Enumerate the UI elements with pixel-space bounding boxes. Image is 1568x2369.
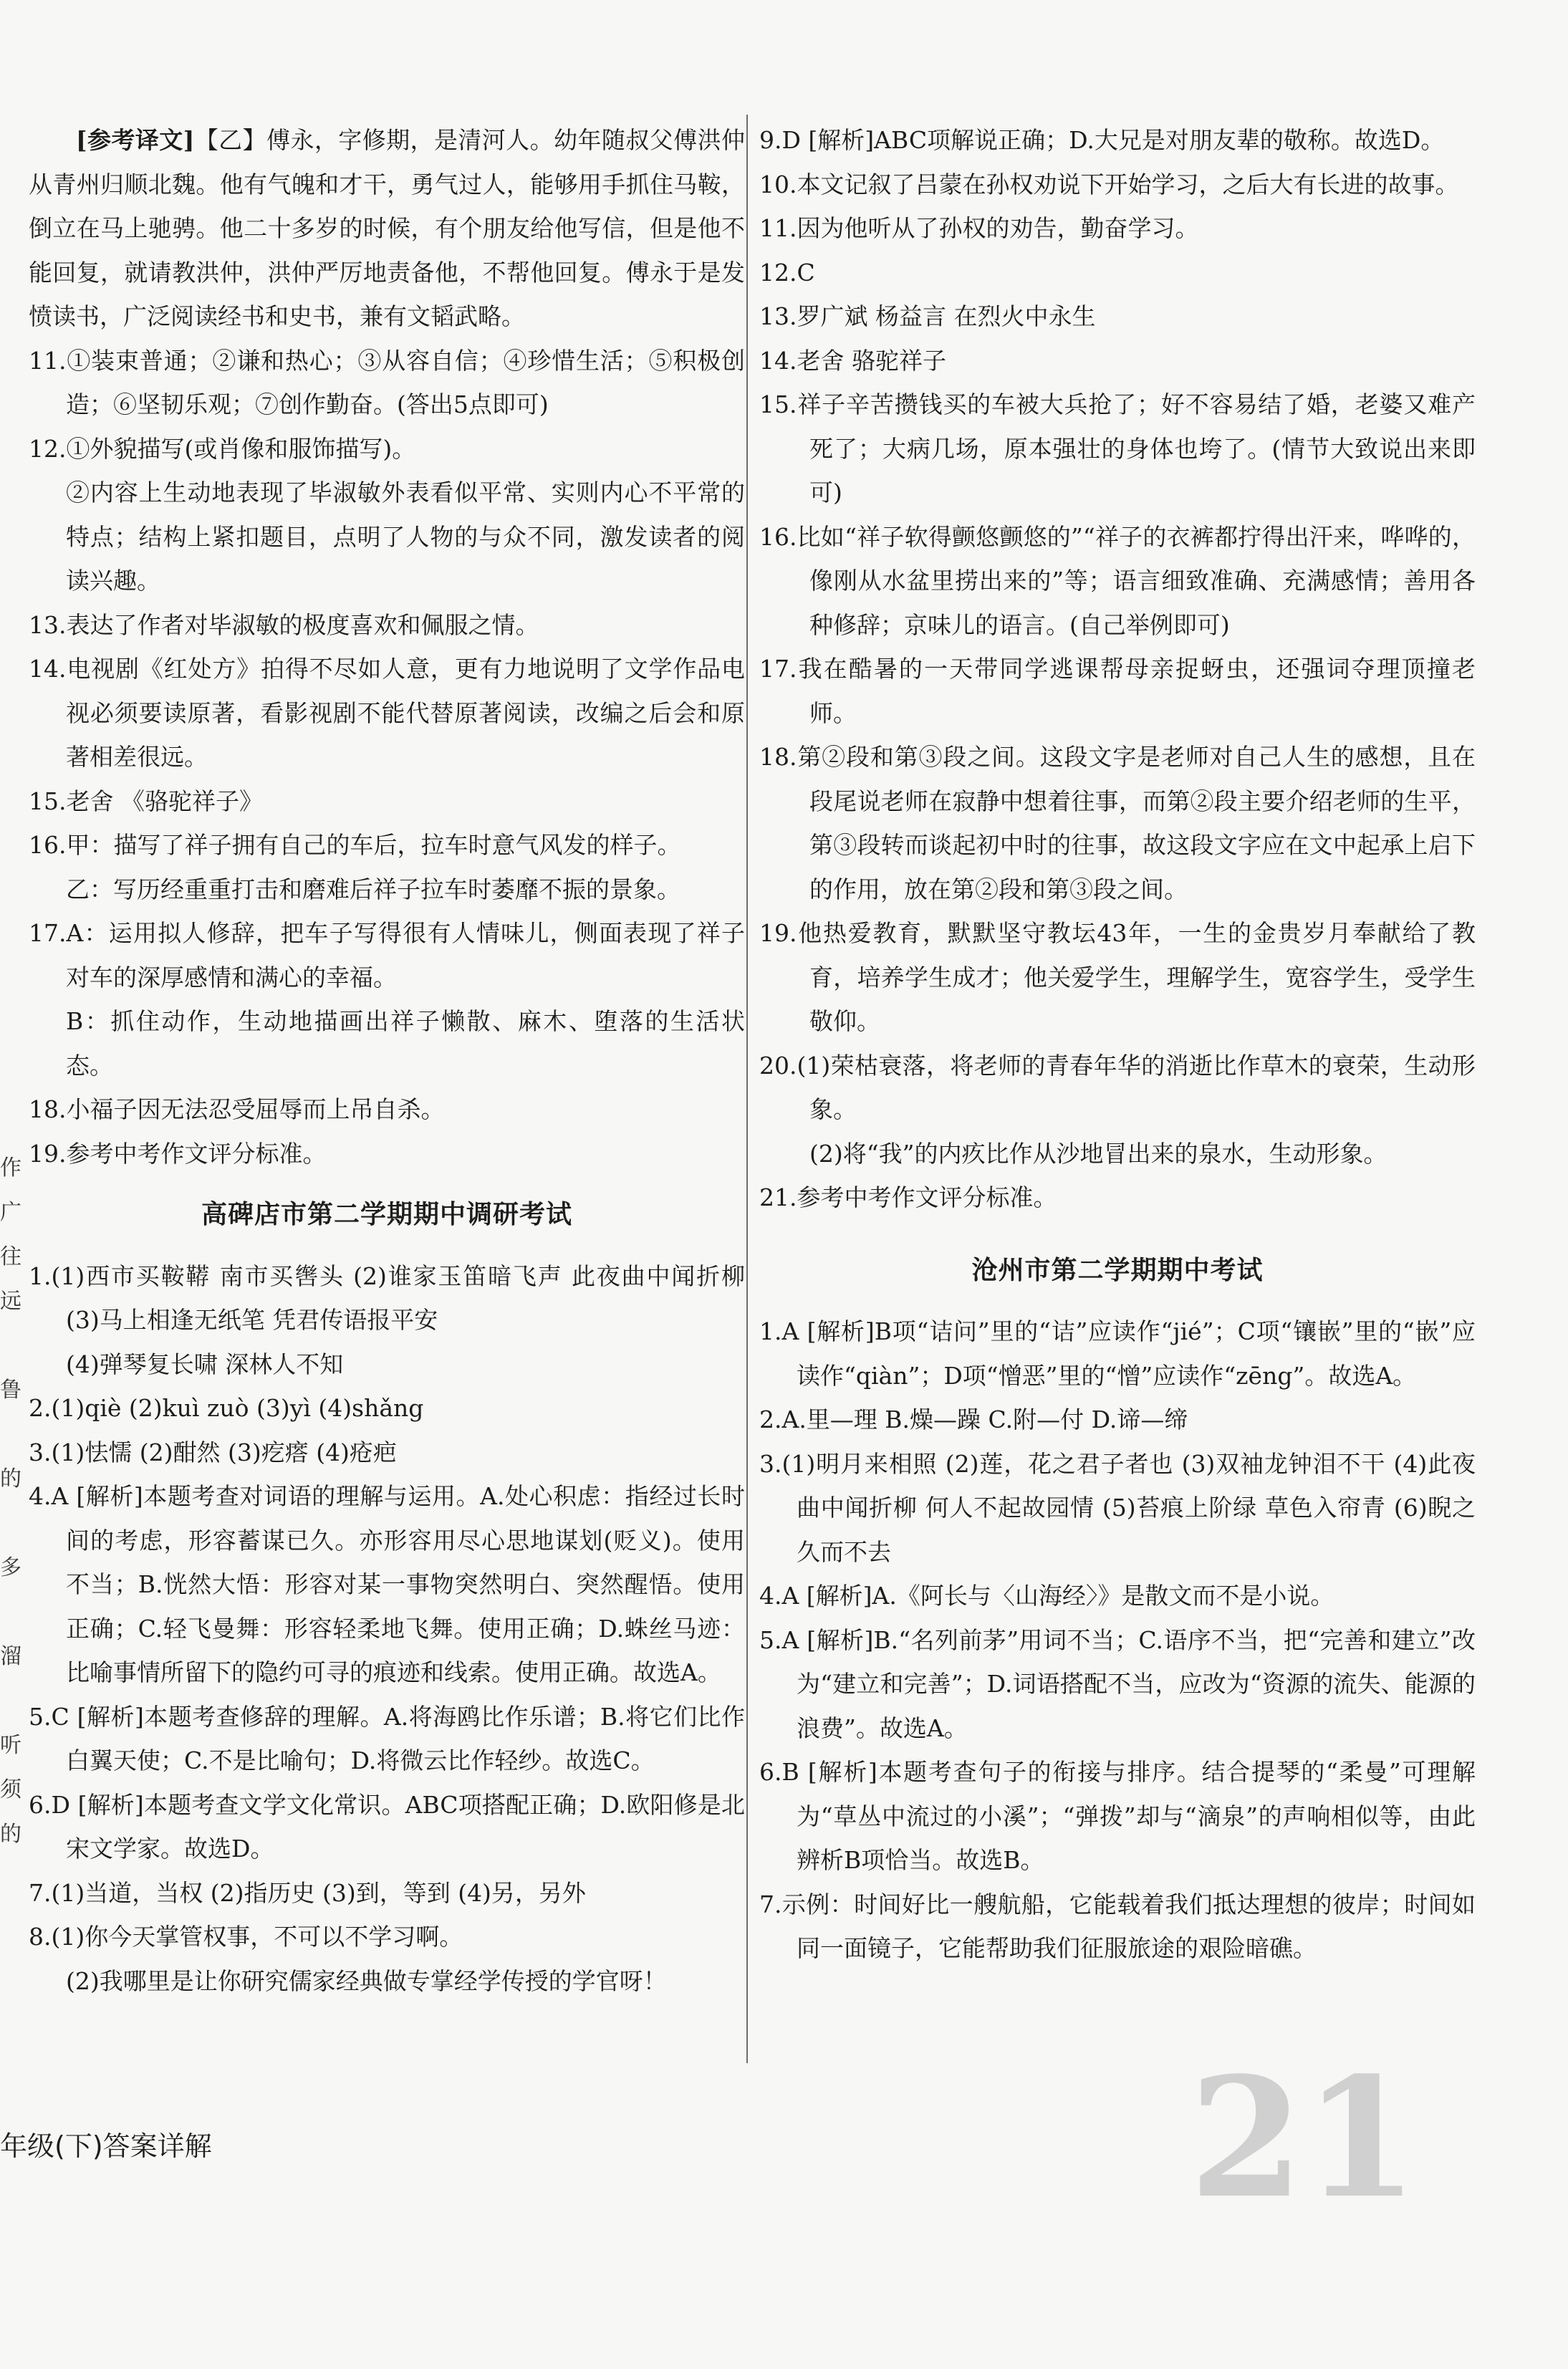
answer-item: 2.A.里—理 B.燥—躁 C.附—付 D.谛—缔 — [759, 1405, 1188, 1433]
edge-char: 的 — [0, 1466, 21, 1491]
edge-char — [0, 1501, 24, 1546]
translation-body: 【乙】傅永，字修期，是清河人。幼年随叔父傅洪仲从青州归顺北魏。他有气魄和才干，勇气过人，能够用手抓住马鞍，倒立在马上驰骋。他二十多岁的时候，有个朋友给他写信，但是他不能回复，就请教洪仲，洪仲严厉地责备他，不帮他回复。傅永于是发愤读书，广泛阅读经书和史书，兼有文韬武略。 — [29, 126, 746, 330]
edge-char: 须 — [0, 1777, 21, 1802]
edge-char: 广 — [0, 1200, 21, 1225]
answer-item: 3.(1)明月来相照 (2)莲，花之君子者也 (3)双袖龙钟泪不干 (4)此夜曲中闻折柳 何人不起故园情 (5)苔痕上阶绿 草色入帘青 (6)睨之久而不去 — [759, 1449, 1476, 1566]
answer-item: (2)我哪里是让你研究儒家经典做专掌经学传授的学官呀！ — [66, 1966, 667, 1995]
answer-item: 15.祥子辛苦攒钱买的车被大兵抢了；好不容易结了婚，老婆又难产死了；大病几场，原本强壮的身体也垮了。(情节大致说出来即可) — [759, 390, 1476, 506]
answer-item: ②内容上生动地表现了毕淑敏外表看似平常、实则内心不平常的特点；结构上紧扣题目，点明了人物的与众不同，激发读者的阅读兴趣。 — [66, 479, 745, 595]
answer-item: 10.本文记叙了吕蒙在孙权劝说下开始学习，之后大有长进的故事。 — [759, 170, 1459, 198]
edge-char: 作 — [0, 1155, 21, 1181]
left-column — [29, 118, 745, 2003]
answer-item: 12.①外貌描写(或肖像和服饰描写)。 — [29, 434, 416, 463]
answer-item: B：抓住动作，生动地描画出祥子懒散、麻木、堕落的生活状态。 — [66, 1007, 745, 1080]
answer-item: 19.他热爱教育，默默坚守教坛43年，一生的金贵岁月奉献给了教育，培养学生成才；他关爱学生，理解学生，宽容学生，受学生敬仰。 — [759, 919, 1476, 1035]
translation-label: [参考译文] — [76, 126, 195, 154]
answer-item: 2.(1)qiè (2)kuì zuò (3)yì (4)shǎng — [29, 1394, 424, 1422]
edge-char: 溜 — [0, 1644, 21, 1669]
answer-item: 7.示例：时间好比一艘航船，它能载着我们抵达理想的彼岸；时间如同一面镜子，它能帮助我们征服旅途的艰险暗礁。 — [759, 1890, 1476, 1962]
edge-char: 往 — [0, 1244, 21, 1269]
answer-item: 12.C — [759, 258, 815, 287]
page-number: 21 — [1189, 2042, 1419, 2235]
answer-item: 11.①装束普通；②谦和热心；③从容自信；④珍惜生活；⑤积极创造；⑥坚韧乐观；⑦创作勤奋。(答出5点即可) — [29, 346, 745, 418]
answer-item: 1.A [解析]B项“诘问”里的“诘”应读作“jié”；C项“镶嵌”里的“嵌”应读作“qiàn”；D项“憎恶”里的“憎”应读作“zēng”。故选A。 — [759, 1317, 1476, 1390]
answer-item: 5.A [解析]B.“名列前茅”用词不当；C.语序不当，把“完善和建立”改为“建立和完善”；D.词语搭配不当，应改为“资源的流失、能源的浪费”。故选A。 — [759, 1625, 1476, 1742]
edge-char — [0, 1413, 24, 1457]
answer-item: 6.B [解析]本题考查句子的衔接与排序。结合提琴的“柔曼”可理解为“草丛中流过的小溪”；“弹拨”却与“滴泉”的声响相似等，由此辨析B项恰当。故选B。 — [759, 1758, 1476, 1874]
answer-item: 19.参考中考作文评分标准。 — [29, 1139, 327, 1168]
answer-item: 3.(1)怯懦 (2)酣然 (3)疙瘩 (4)疮疤 — [29, 1438, 397, 1466]
right-answers-part2 — [759, 1310, 1476, 1971]
answer-item: 17.A：运用拟人修辞，把车子写得很有人情味儿，侧面表现了祥子对车的深厚感情和满心的幸福。 — [29, 919, 745, 991]
column-divider — [746, 115, 748, 2063]
edge-char — [0, 1324, 24, 1368]
answer-item: 14.电视剧《红处方》拍得不尽如人意，更有力地说明了文学作品电视必须要读原著，看影视剧不能代替原著阅读，改编之后会和原著相差很远。 — [29, 655, 745, 771]
answer-item: 乙：写历经重重打击和磨难后祥子拉车时萎靡不振的景象。 — [66, 875, 680, 903]
translation-paragraph — [29, 118, 745, 339]
right-column — [759, 118, 1476, 1971]
answer-item: 5.C [解析]本题考查修辞的理解。A.将海鸥比作乐谱；B.将它们比作白翼天使；C.不是比喻句；D.将微云比作轻纱。故选C。 — [29, 1702, 745, 1774]
answer-item: (4)弹琴复长啸 深林人不知 — [66, 1350, 344, 1378]
answer-item: 9.D [解析]ABC项解说正确；D.大兄是对朋友辈的敬称。故选D。 — [759, 126, 1445, 154]
answer-item: 16.比如“祥子软得颤悠颤悠的”“祥子的衣裤都拧得出汗来，哗哗的，像刚从水盆里捞出来的”等；语言细致准确、充满感情；善用各种修辞；京味儿的语言。(自己举例即可) — [759, 522, 1476, 639]
answer-item: 11.因为他听从了孙权的劝告，勤奋学习。 — [759, 214, 1199, 242]
left-answers-part2 — [29, 1254, 745, 2004]
edge-char: 多 — [0, 1555, 21, 1580]
answer-item: 7.(1)当道，当权 (2)指历史 (3)到，等到 (4)另，另外 — [29, 1878, 586, 1907]
answer-item: 13.表达了作者对毕淑敏的极度喜欢和佩服之情。 — [29, 610, 539, 639]
answer-item: 18.小福子因无法忍受屈辱而上吊自杀。 — [29, 1095, 445, 1123]
footer-label: 年级(下)答案详解 — [0, 2130, 212, 2162]
edge-char — [0, 1590, 24, 1635]
edge-char: 鲁 — [0, 1378, 21, 1403]
edge-char — [0, 1679, 24, 1724]
cropped-edge-text — [0, 1146, 24, 2063]
answer-item: 21.参考中考作文评分标准。 — [759, 1183, 1057, 1211]
answer-item: 20.(1)荣枯衰落，将老师的青春年华的消逝比作草木的衰荣，生动形象。 — [759, 1051, 1476, 1123]
answer-item: 18.第②段和第③段之间。这段文字是老师对自己人生的感想，且在段尾说老师在寂静中想着往事，而第②段主要介绍老师的生平，第③段转而谈起初中时的往事，故这段文字应在文中起承上启下的作用，放在第②段和第③段之间。 — [759, 743, 1476, 903]
left-answers-part1 — [29, 339, 745, 1176]
answer-item: 4.A [解析]本题考查对词语的理解与运用。A.处心积虑：指经过长时间的考虑，形容蓄谋已久。亦形容用尽心思地谋划(贬义)。使用不当；B.恍然大悟：形容对某一事物突然明白、突然醒悟。使用正确；C.轻飞曼舞：形容轻柔地飞舞。使用正确；D.蛛丝马迹：比喻事情所留下的隐约可寻的痕迹和线索。使用正确。故选A。 — [29, 1482, 745, 1686]
answer-item: 16.甲：描写了祥子拥有自己的车后，拉车时意气风发的样子。 — [29, 831, 681, 859]
answer-item: 17.我在酷暑的一天带同学逃课帮母亲捉蚜虫，还强词夺理顶撞老师。 — [759, 655, 1476, 727]
edge-char: 远 — [0, 1289, 21, 1314]
answer-item: 8.(1)你今天掌管权事，不可以不学习啊。 — [29, 1923, 463, 1951]
answer-item: 13.罗广斌 杨益言 在烈火中永生 — [759, 302, 1096, 330]
answer-item: 4.A [解析]A.《阿长与〈山海经〉》是散文而不是小说。 — [759, 1582, 1334, 1610]
answer-item: (2)将“我”的内疚比作从沙地冒出来的泉水，生动形象。 — [809, 1139, 1387, 1168]
answer-item: 15.老舍 《骆驼祥子》 — [29, 787, 263, 815]
answer-item: 6.D [解析]本题考查文学文化常识。ABC项搭配正确；D.欧阳修是北宋文学家。故选D。 — [29, 1790, 745, 1863]
section-title-gaobeidian: 高碑店市第二学期期中调研考试 — [201, 1200, 572, 1229]
answer-item: 1.(1)西市买鞍鞯 南市买辔头 (2)谁家玉笛暗飞声 此夜曲中闻折柳 (3)马上相逢无纸笔 凭君传语报平安 — [29, 1262, 745, 1334]
edge-char: 听 — [0, 1733, 21, 1758]
section-title-cangzhou: 沧州市第二学期期中考试 — [971, 1255, 1264, 1285]
answer-item: 14.老舍 骆驼祥子 — [759, 346, 946, 375]
right-answers-part1 — [759, 118, 1476, 1220]
edge-char: 的 — [0, 1822, 21, 1847]
